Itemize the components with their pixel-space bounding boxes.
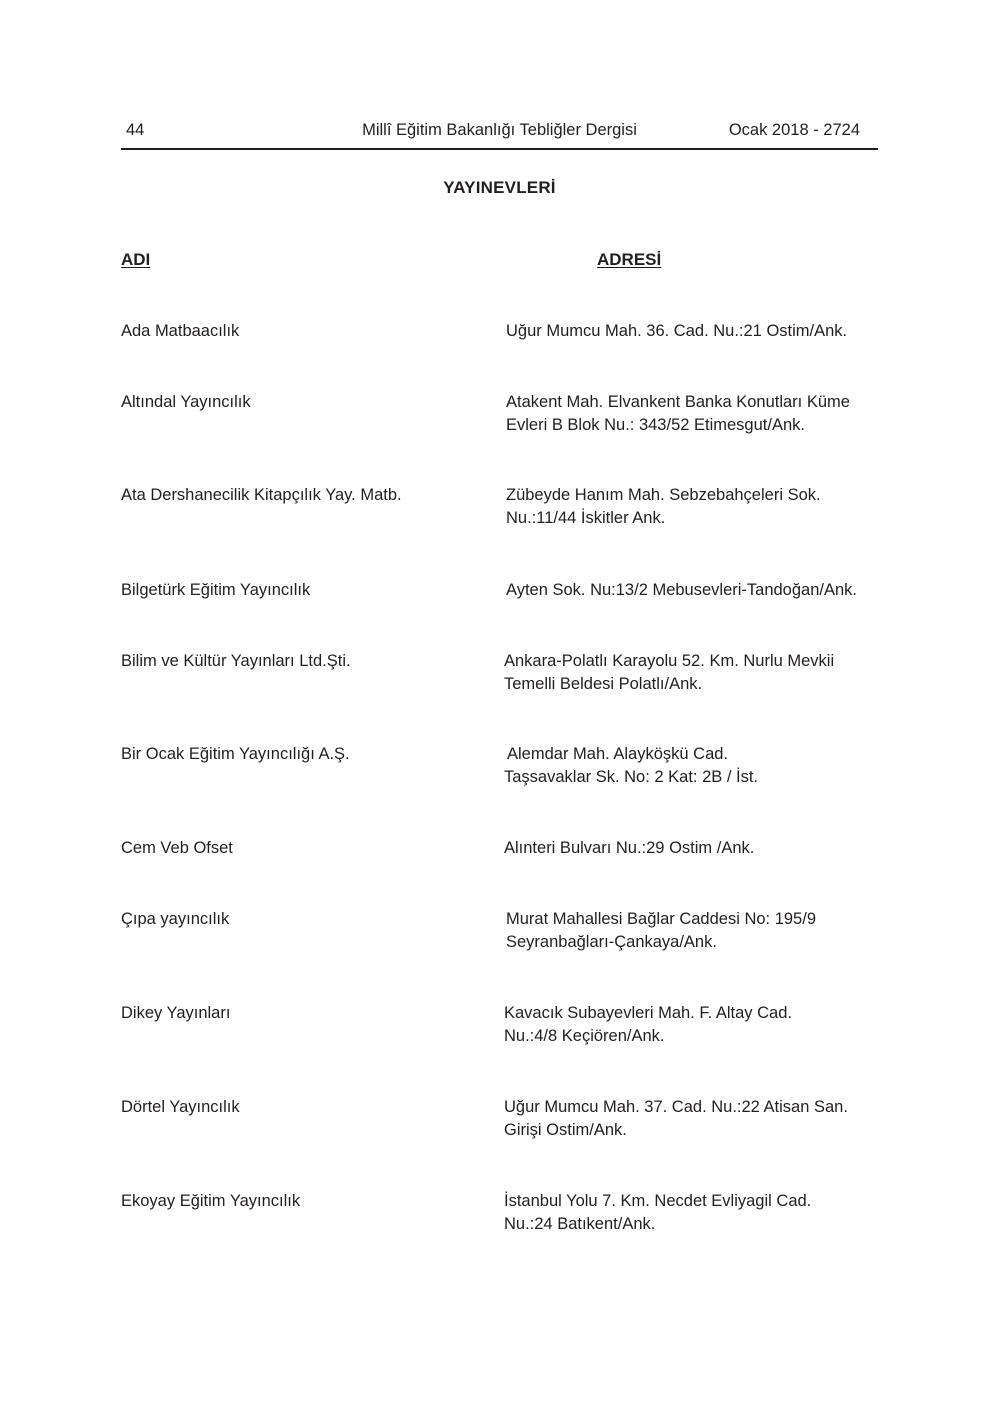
publisher-address [504,1190,811,1236]
publisher-name: Bir Ocak Eğitim Yayıncılığı A.Ş. [121,745,350,763]
address-line: Ankara-Polatlı Karayolu 52. Km. Nurlu Mevkii [504,652,835,670]
publisher-address [504,837,754,860]
publisher-name: Bilim ve Kültür Yayınları Ltd.Şti. [121,652,351,670]
address-line: Kavacık Subayevleri Mah. F. Altay Cad. [504,1004,792,1022]
address-line: Alınteri Bulvarı Nu.:29 Ostim /Ank. [504,839,755,857]
publisher-address [506,391,850,437]
publisher-address [506,320,847,343]
publisher-name: Bilgetürk Eğitim Yayıncılık [121,581,311,599]
publisher-address [506,579,857,602]
address-line: Evleri B Blok Nu.: 343/52 Etimesgut/Ank. [506,416,805,434]
address-line: Atakent Mah. Elvankent Banka Konutları Küme [506,393,850,411]
publisher-address [504,1002,792,1048]
section-title: YAYINEVLERİ [443,178,556,197]
address-line: Uğur Mumcu Mah. 36. Cad. Nu.:21 Ostim/Ank. [506,322,848,340]
address-line: Ayten Sok. Nu:13/2 Mebusevleri-Tandoğan/Ank. [506,581,857,599]
publisher-name: Ata Dershanecilik Kitapçılık Yay. Matb. [121,486,402,504]
publisher-address [504,743,758,789]
column-header-name: ADI [121,250,151,269]
address-line: Seyranbağları-Çankaya/Ank. [506,933,717,951]
page-number: 44 [126,121,145,139]
address-line: Girişi Ostim/Ank. [504,1121,627,1139]
journal-title: Millî Eğitim Bakanlığı Tebliğler Dergisi [362,121,637,139]
publisher-name: Dikey Yayınları [121,1004,231,1022]
publisher-name: Çıpa yayıncılık [121,910,230,928]
publisher-name: Ekoyay Eğitim Yayıncılık [121,1192,301,1210]
address-line: Nu.:11/44 İskitler Ank. [506,509,666,527]
publisher-name: Ada Matbaacılık [121,322,240,340]
address-line: Nu.:4/8 Keçiören/Ank. [504,1027,665,1045]
column-header-address: ADRESİ [597,250,662,269]
publisher-name: Altındal Yayıncılık [121,393,251,411]
address-line: Uğur Mumcu Mah. 37. Cad. Nu.:22 Atisan San. [504,1098,848,1116]
issue-label: Ocak 2018 - 2724 [728,121,860,139]
publisher-name: Dörtel Yayıncılık [121,1098,240,1116]
address-line: Alemdar Mah. Alayköşkü Cad. [507,745,729,763]
address-line: Taşsavaklar Sk. No: 2 Kat: 2B / İst. [504,768,759,786]
address-line: Zübeyde Hanım Mah. Sebzebahçeleri Sok. [506,486,821,504]
address-line: Nu.:24 Batıkent/Ank. [504,1215,656,1233]
address-line: Temelli Beldesi Polatlı/Ank. [504,675,703,693]
publisher-name: Cem Veb Ofset [121,839,233,857]
address-line: İstanbul Yolu 7. Km. Necdet Evliyagil Cad. [504,1192,812,1210]
page-header [121,118,878,150]
publisher-address [506,484,821,530]
address-line: Murat Mahallesi Bağlar Caddesi No: 195/9 [506,910,816,928]
publisher-address [504,650,834,696]
publisher-address [504,1096,848,1142]
publisher-address [506,908,816,954]
